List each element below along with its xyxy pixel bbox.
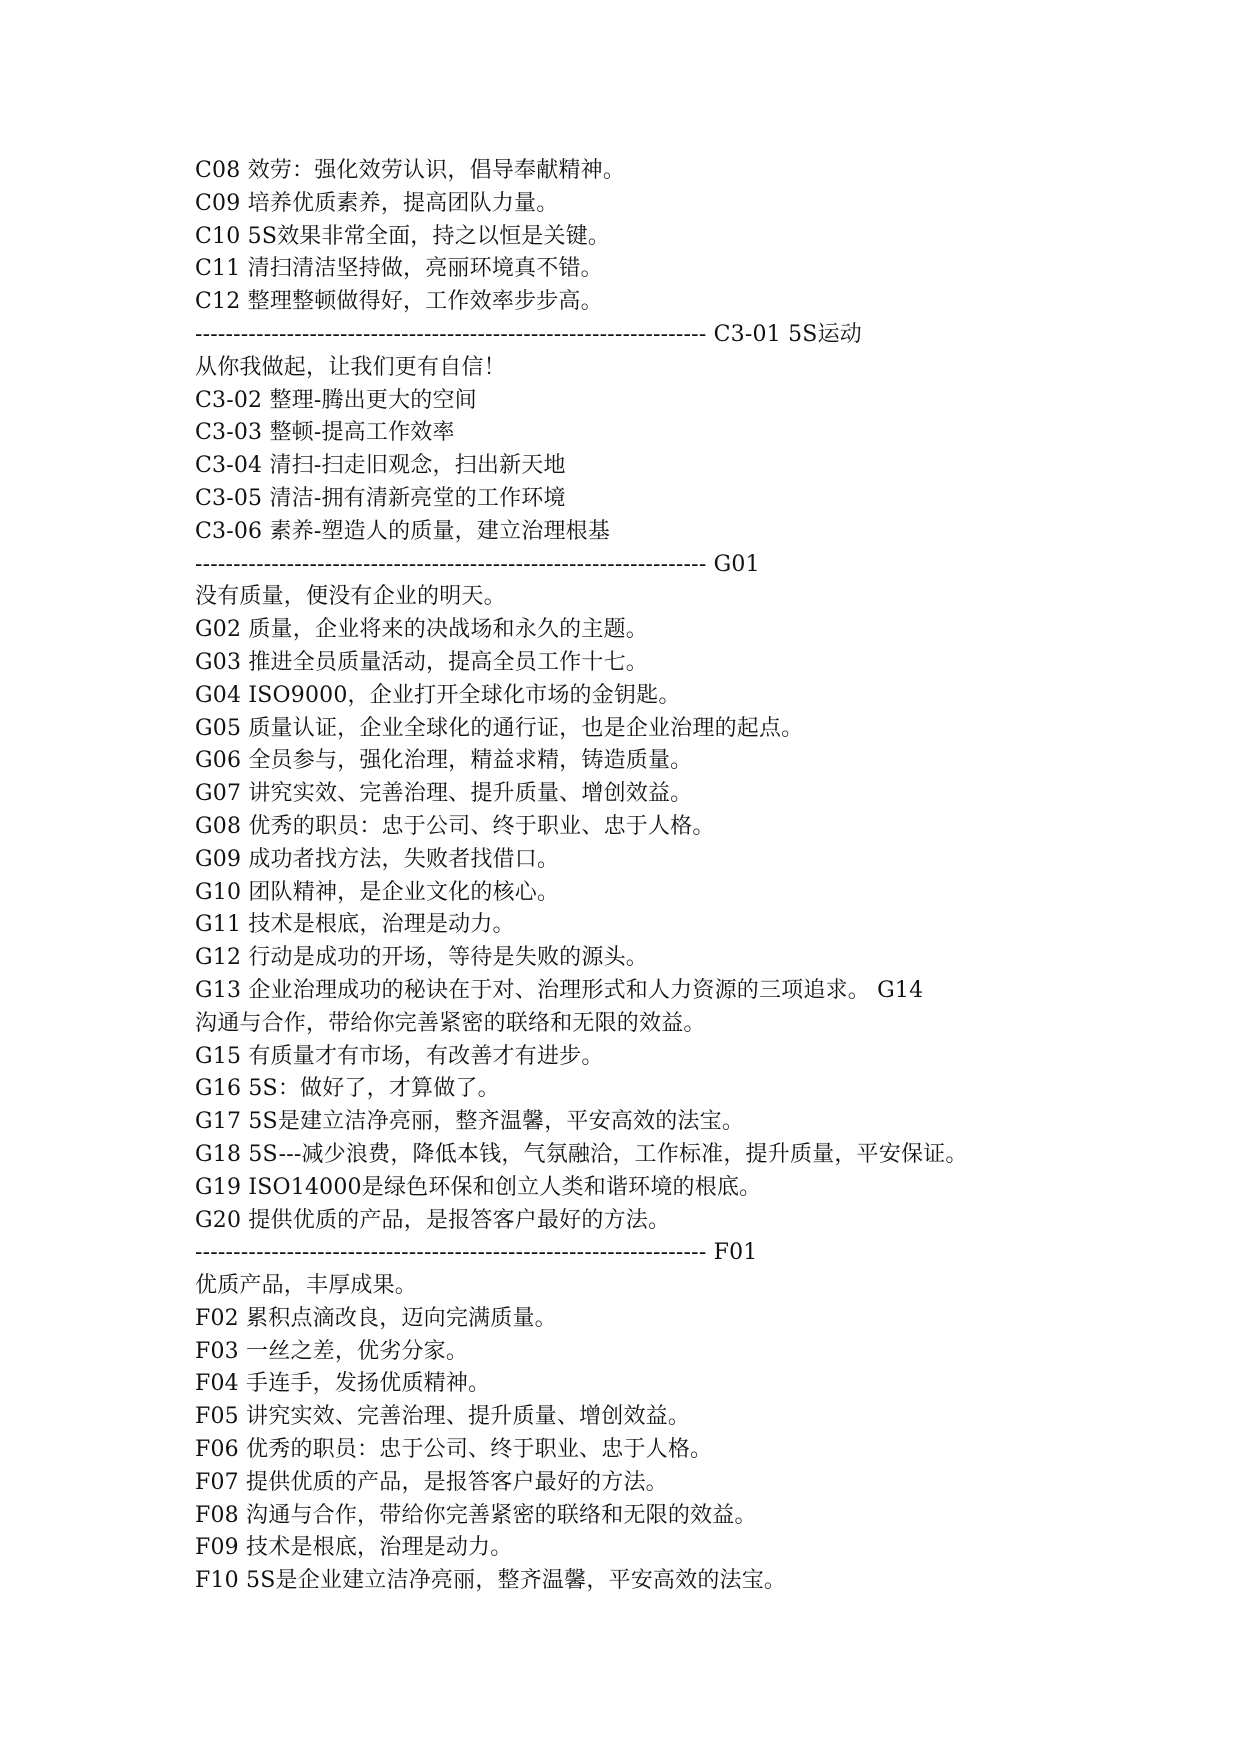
text-line: G08 优秀的职员：忠于公司、终于职业、忠于人格。 bbox=[195, 813, 715, 839]
text-line: 从你我做起，让我们更有自信！ bbox=[195, 354, 506, 380]
text-line: G06 全员参与，强化治理，精益求精，铸造质量。 bbox=[195, 748, 693, 774]
text-line: 沟通与合作，带给你完善紧密的联络和无限的效益。 bbox=[195, 1010, 706, 1036]
text-line: F06 优秀的职员：忠于公司、终于职业、忠于人格。 bbox=[195, 1437, 713, 1463]
divider-line: ------------------------------------------------------------------- G01 bbox=[195, 551, 760, 577]
text-line: G11 技术是根底，治理是动力。 bbox=[195, 912, 515, 938]
text-line: G09 成功者找方法，失败者找借口。 bbox=[195, 846, 560, 872]
document-text-body bbox=[195, 155, 1075, 1598]
text-line: G12 行动是成功的开场，等待是失败的源头。 bbox=[195, 945, 648, 971]
text-line: G03 推进全员质量活动，提高全员工作十七。 bbox=[195, 649, 648, 675]
text-line: G15 有质量才有市场，有改善才有进步。 bbox=[195, 1043, 604, 1069]
text-line: C3-02 整理-腾出更大的空间 bbox=[195, 387, 477, 413]
text-line: F05 讲究实效、完善治理、提升质量、增创效益。 bbox=[195, 1404, 691, 1430]
text-line: C3-04 清扫-扫走旧观念，扫出新天地 bbox=[195, 453, 566, 479]
text-line: C3-05 清洁-拥有清新亮堂的工作环境 bbox=[195, 485, 566, 511]
text-line: F07 提供优质的产品，是报答客户最好的方法。 bbox=[195, 1469, 668, 1495]
text-line: G20 提供优质的产品，是报答客户最好的方法。 bbox=[195, 1207, 671, 1233]
text-line: C11 清扫清洁坚持做，亮丽环境真不错。 bbox=[195, 256, 603, 282]
text-line: C3-06 素养-塑造人的质量，建立治理根基 bbox=[195, 518, 611, 544]
text-line: G16 5S：做好了，才算做了。 bbox=[195, 1076, 500, 1102]
text-line: G05 质量认证，企业全球化的通行证，也是企业治理的起点。 bbox=[195, 715, 804, 741]
divider-line: ------------------------------------------------------------------- F01 bbox=[195, 1240, 758, 1266]
text-line: F02 累积点滴改良，迈向完满质量。 bbox=[195, 1305, 557, 1331]
divider-line: ------------------------------------------------------------------- C3-01 5S运动 bbox=[195, 321, 862, 347]
text-line: G07 讲究实效、完善治理、提升质量、增创效益。 bbox=[195, 781, 693, 807]
text-line: G19 ISO14000是绿色环保和创立人类和谐环境的根底。 bbox=[195, 1174, 762, 1200]
text-line: G10 团队精神，是企业文化的核心。 bbox=[195, 879, 560, 905]
text-line: G02 质量，企业将来的决战场和永久的主题。 bbox=[195, 617, 648, 643]
text-line: C10 5S效果非常全面，持之以恒是关键。 bbox=[195, 223, 611, 249]
text-line: G18 5S---减少浪费，降低本钱，气氛融洽，工作标准，提升质量，平安保证。 bbox=[195, 1141, 968, 1167]
text-line: G13 企业治理成功的秘诀在于对、治理形式和人力资源的三项追求。 G14 bbox=[195, 977, 924, 1003]
text-line: C3-03 整顿-提高工作效率 bbox=[195, 420, 455, 446]
text-line: F04 手连手，发扬优质精神。 bbox=[195, 1371, 491, 1397]
text-line: G17 5S是建立洁净亮丽，整齐温馨，平安高效的法宝。 bbox=[195, 1109, 745, 1135]
text-line: F09 技术是根底，治理是动力。 bbox=[195, 1535, 513, 1561]
text-line: C08 效劳：强化效劳认识，倡导奉献精神。 bbox=[195, 158, 626, 183]
text-line: 没有质量，便没有企业的明天。 bbox=[195, 584, 506, 610]
text-line: 优质产品，丰厚成果。 bbox=[195, 1273, 418, 1299]
text-line: C09 培养优质素养，提高团队力量。 bbox=[195, 190, 559, 216]
text-line: F08 沟通与合作，带给你完善紧密的联络和无限的效益。 bbox=[195, 1502, 757, 1528]
text-line: F10 5S是企业建立洁净亮丽，整齐温馨，平安高效的法宝。 bbox=[195, 1568, 787, 1594]
text-line: G04 ISO9000，企业打开全球化市场的金钥匙。 bbox=[195, 682, 681, 708]
text-line: C12 整理整顿做得好，工作效率步步高。 bbox=[195, 289, 603, 315]
text-line: F03 一丝之差，优劣分家。 bbox=[195, 1338, 469, 1364]
